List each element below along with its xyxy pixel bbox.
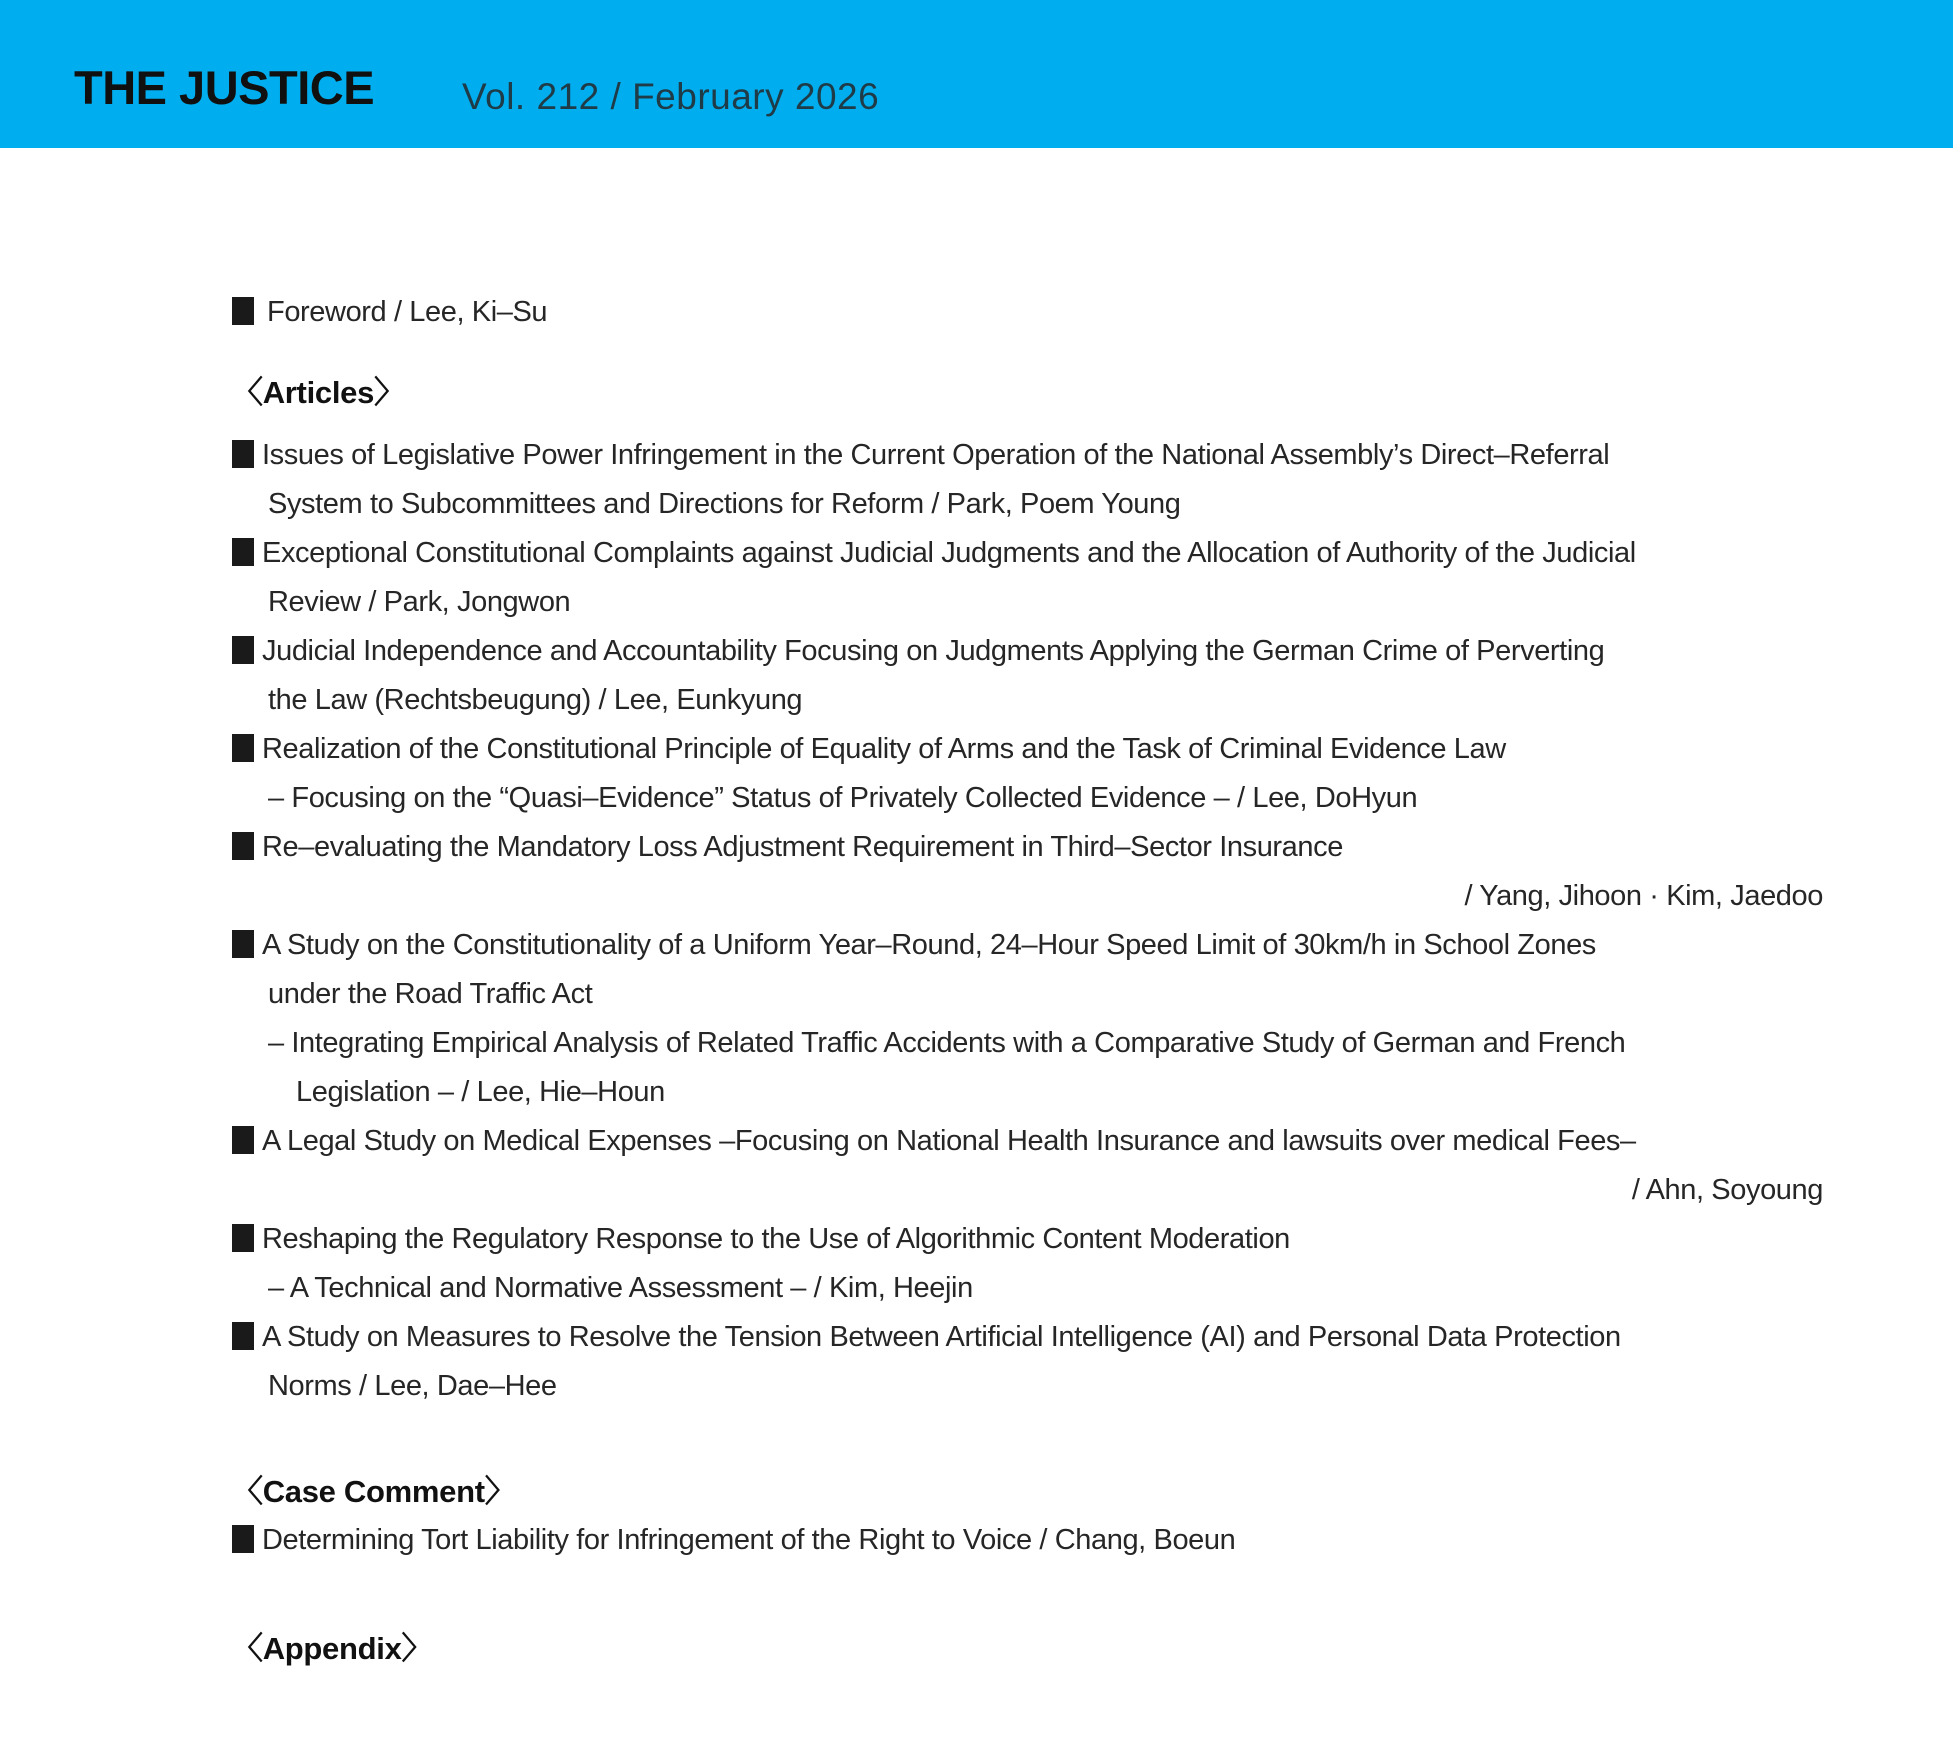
article-entry-line <box>232 627 1823 676</box>
article-entry-line: Norms / Lee, Dae–Hee <box>268 1370 557 1402</box>
case-comment-entry <box>232 1516 1823 1565</box>
article-author-line: / Yang, Jihoon · Kim, Jaedoo <box>1464 880 1823 912</box>
article-entry-line <box>232 725 1823 774</box>
appendix-section-heading: 〈Appendix〉 <box>232 1631 433 1666</box>
foreword-entry <box>232 288 547 337</box>
article-title-text: Reshaping the Regulatory Response to the Use of Algorithmic Content Moderation <box>262 1223 1290 1255</box>
table-of-contents <box>232 0 1823 1763</box>
square-bullet-icon <box>232 734 254 762</box>
square-bullet-icon <box>232 538 254 566</box>
article-entry-line <box>232 1313 1823 1362</box>
article-entry-line <box>232 529 1823 578</box>
article-title-text: Exceptional Constitutional Complaints against Judicial Judgments and the Allocation of Authority of the Judicial <box>262 537 1636 569</box>
article-title-text: A Legal Study on Medical Expenses –Focusing on National Health Insurance and lawsuits over medical Fees– <box>262 1125 1636 1157</box>
article-entry-line: – Focusing on the “Quasi–Evidence” Status of Privately Collected Evidence – / Lee, DoHyun <box>268 782 1418 814</box>
article-title-text: Realization of the Constitutional Principle of Equality of Arms and the Task of Criminal Evidence Law <box>262 733 1506 765</box>
square-bullet-icon <box>232 636 254 664</box>
articles-section-heading: 〈Articles〉 <box>232 375 405 410</box>
article-entry-line: Review / Park, Jongwon <box>268 586 571 618</box>
square-bullet-icon <box>232 832 254 860</box>
article-entry-line: Legislation – / Lee, Hie–Houn <box>296 1076 665 1108</box>
square-bullet-icon <box>232 930 254 958</box>
article-entry-line <box>232 1117 1823 1166</box>
article-entry-line: – Integrating Empirical Analysis of Related Traffic Accidents with a Comparative Study of German and French <box>268 1027 1626 1059</box>
case-comment-section-heading: 〈Case Comment〉 <box>232 1474 516 1509</box>
article-entry-line: – A Technical and Normative Assessment – / Kim, Heejin <box>268 1272 973 1304</box>
square-bullet-icon <box>232 1126 254 1154</box>
article-entry-line: System to Subcommittees and Directions for Reform / Park, Poem Young <box>268 488 1181 520</box>
journal-title: THE JUSTICE <box>74 61 375 114</box>
article-title-text: A Study on the Constitutionality of a Uniform Year–Round, 24–Hour Speed Limit of 30km/h in School Zones <box>262 929 1596 961</box>
articles-list <box>232 431 1823 1411</box>
article-title-text: Re–evaluating the Mandatory Loss Adjustment Requirement in Third–Sector Insurance <box>262 831 1343 863</box>
article-entry-line: under the Road Traffic Act <box>268 978 593 1010</box>
article-title-text: Issues of Legislative Power Infringement in the Current Operation of the National Assembly’s Direct–Referral <box>262 439 1610 471</box>
article-entry-line <box>232 431 1823 480</box>
square-bullet-icon <box>232 440 254 468</box>
article-title-text: A Study on Measures to Resolve the Tension Between Artificial Intelligence (AI) and Personal Data Protection <box>262 1321 1621 1353</box>
square-bullet-icon <box>232 1224 254 1252</box>
article-author-line: / Ahn, Soyoung <box>1631 1174 1823 1206</box>
square-bullet-icon <box>232 297 254 325</box>
issue-volume-date: Vol. 212 / February 2026 <box>462 76 880 117</box>
article-entry-line: the Law (Rechtsbeugung) / Lee, Eunkyung <box>268 684 803 716</box>
foreword-text: Foreword / Lee, Ki–Su <box>267 296 548 328</box>
article-entry-line <box>232 921 1823 970</box>
article-entry-line <box>232 1215 1823 1264</box>
article-title-text: Judicial Independence and Accountability Focusing on Judgments Applying the German Crime of Perverting <box>262 635 1605 667</box>
article-entry-line <box>232 823 1823 872</box>
case-comment-text: Determining Tort Liability for Infringement of the Right to Voice / Chang, Boeun <box>262 1524 1236 1556</box>
square-bullet-icon <box>232 1525 254 1553</box>
square-bullet-icon <box>232 1322 254 1350</box>
